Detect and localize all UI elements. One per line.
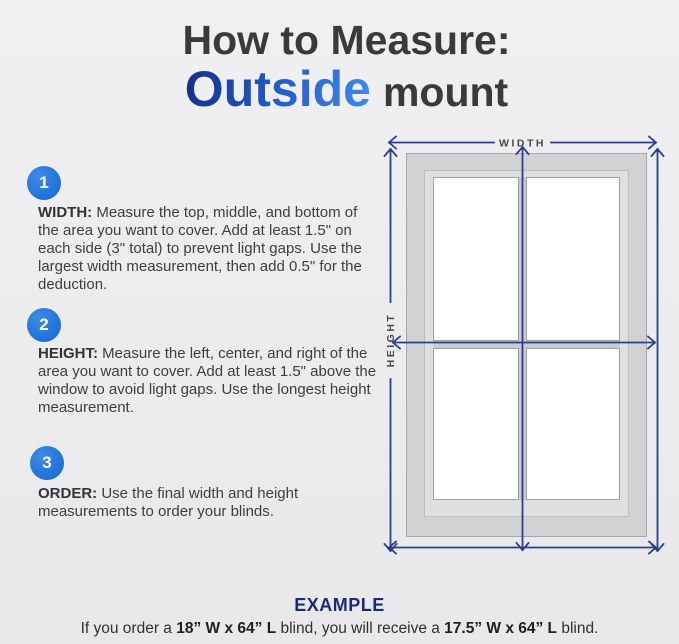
step-1-label: WIDTH: <box>38 204 93 221</box>
step-2-body: Measure the left, center, and right of the area you want to cover. Add at least 1.5" above the window to avoid light gaps. Use the longest height measurement. <box>38 345 377 416</box>
right-height-arrow-icon <box>652 149 664 551</box>
example-prefix: If you order a <box>80 620 177 637</box>
title-line2 <box>7 61 679 117</box>
example-suffix: blind. <box>557 620 599 637</box>
window-pane-bottom-left <box>433 348 519 500</box>
title-line1: How to Measure: <box>182 17 511 63</box>
height-arrow-icon <box>385 149 397 551</box>
step-1-badge <box>27 166 61 200</box>
window-pane-grid <box>433 177 620 500</box>
title-suffix-mount: mount <box>382 69 509 115</box>
step-1-body: Measure the top, middle, and bottom of the area you want to cover. Add at least 1.5" on each side (3" total) to prevent light gaps. Use the largest width measurement, then add 0.5" for the deduction. <box>38 204 362 293</box>
width-arrow-icon <box>389 137 656 149</box>
height-dimension-label: HEIGHT <box>385 312 397 368</box>
step-3-label: ORDER: <box>38 485 98 502</box>
step-3-number: 3 <box>42 453 52 472</box>
example-heading: EXAMPLE <box>294 595 385 615</box>
example-sentence <box>0 620 679 638</box>
page-title <box>7 17 679 117</box>
window-pane-bottom-right <box>526 348 620 500</box>
step-1-number: 1 <box>39 173 49 192</box>
example-received-size: 17.5” W x 64” L <box>444 620 558 637</box>
example-ordered-size: 18” W x 64” L <box>176 620 277 637</box>
step-3-badge <box>30 446 64 480</box>
bottom-width-arrow-icon <box>389 542 656 554</box>
example-middle: blind, you will receive a <box>276 620 445 637</box>
step-3-text <box>38 485 374 521</box>
step-1-text <box>38 204 374 294</box>
step-2-badge <box>27 308 61 342</box>
step-2-label: HEIGHT: <box>38 345 98 362</box>
step-2-text <box>38 345 384 417</box>
title-highlight-outside: Outside <box>184 61 371 117</box>
step-3-body: Use the final width and height measurements to order your blinds. <box>38 485 299 520</box>
step-2-number: 2 <box>39 315 49 334</box>
width-dimension-label: WIDTH <box>499 137 546 150</box>
window-pane-top-left <box>433 177 519 341</box>
window-pane-top-right <box>526 177 620 341</box>
